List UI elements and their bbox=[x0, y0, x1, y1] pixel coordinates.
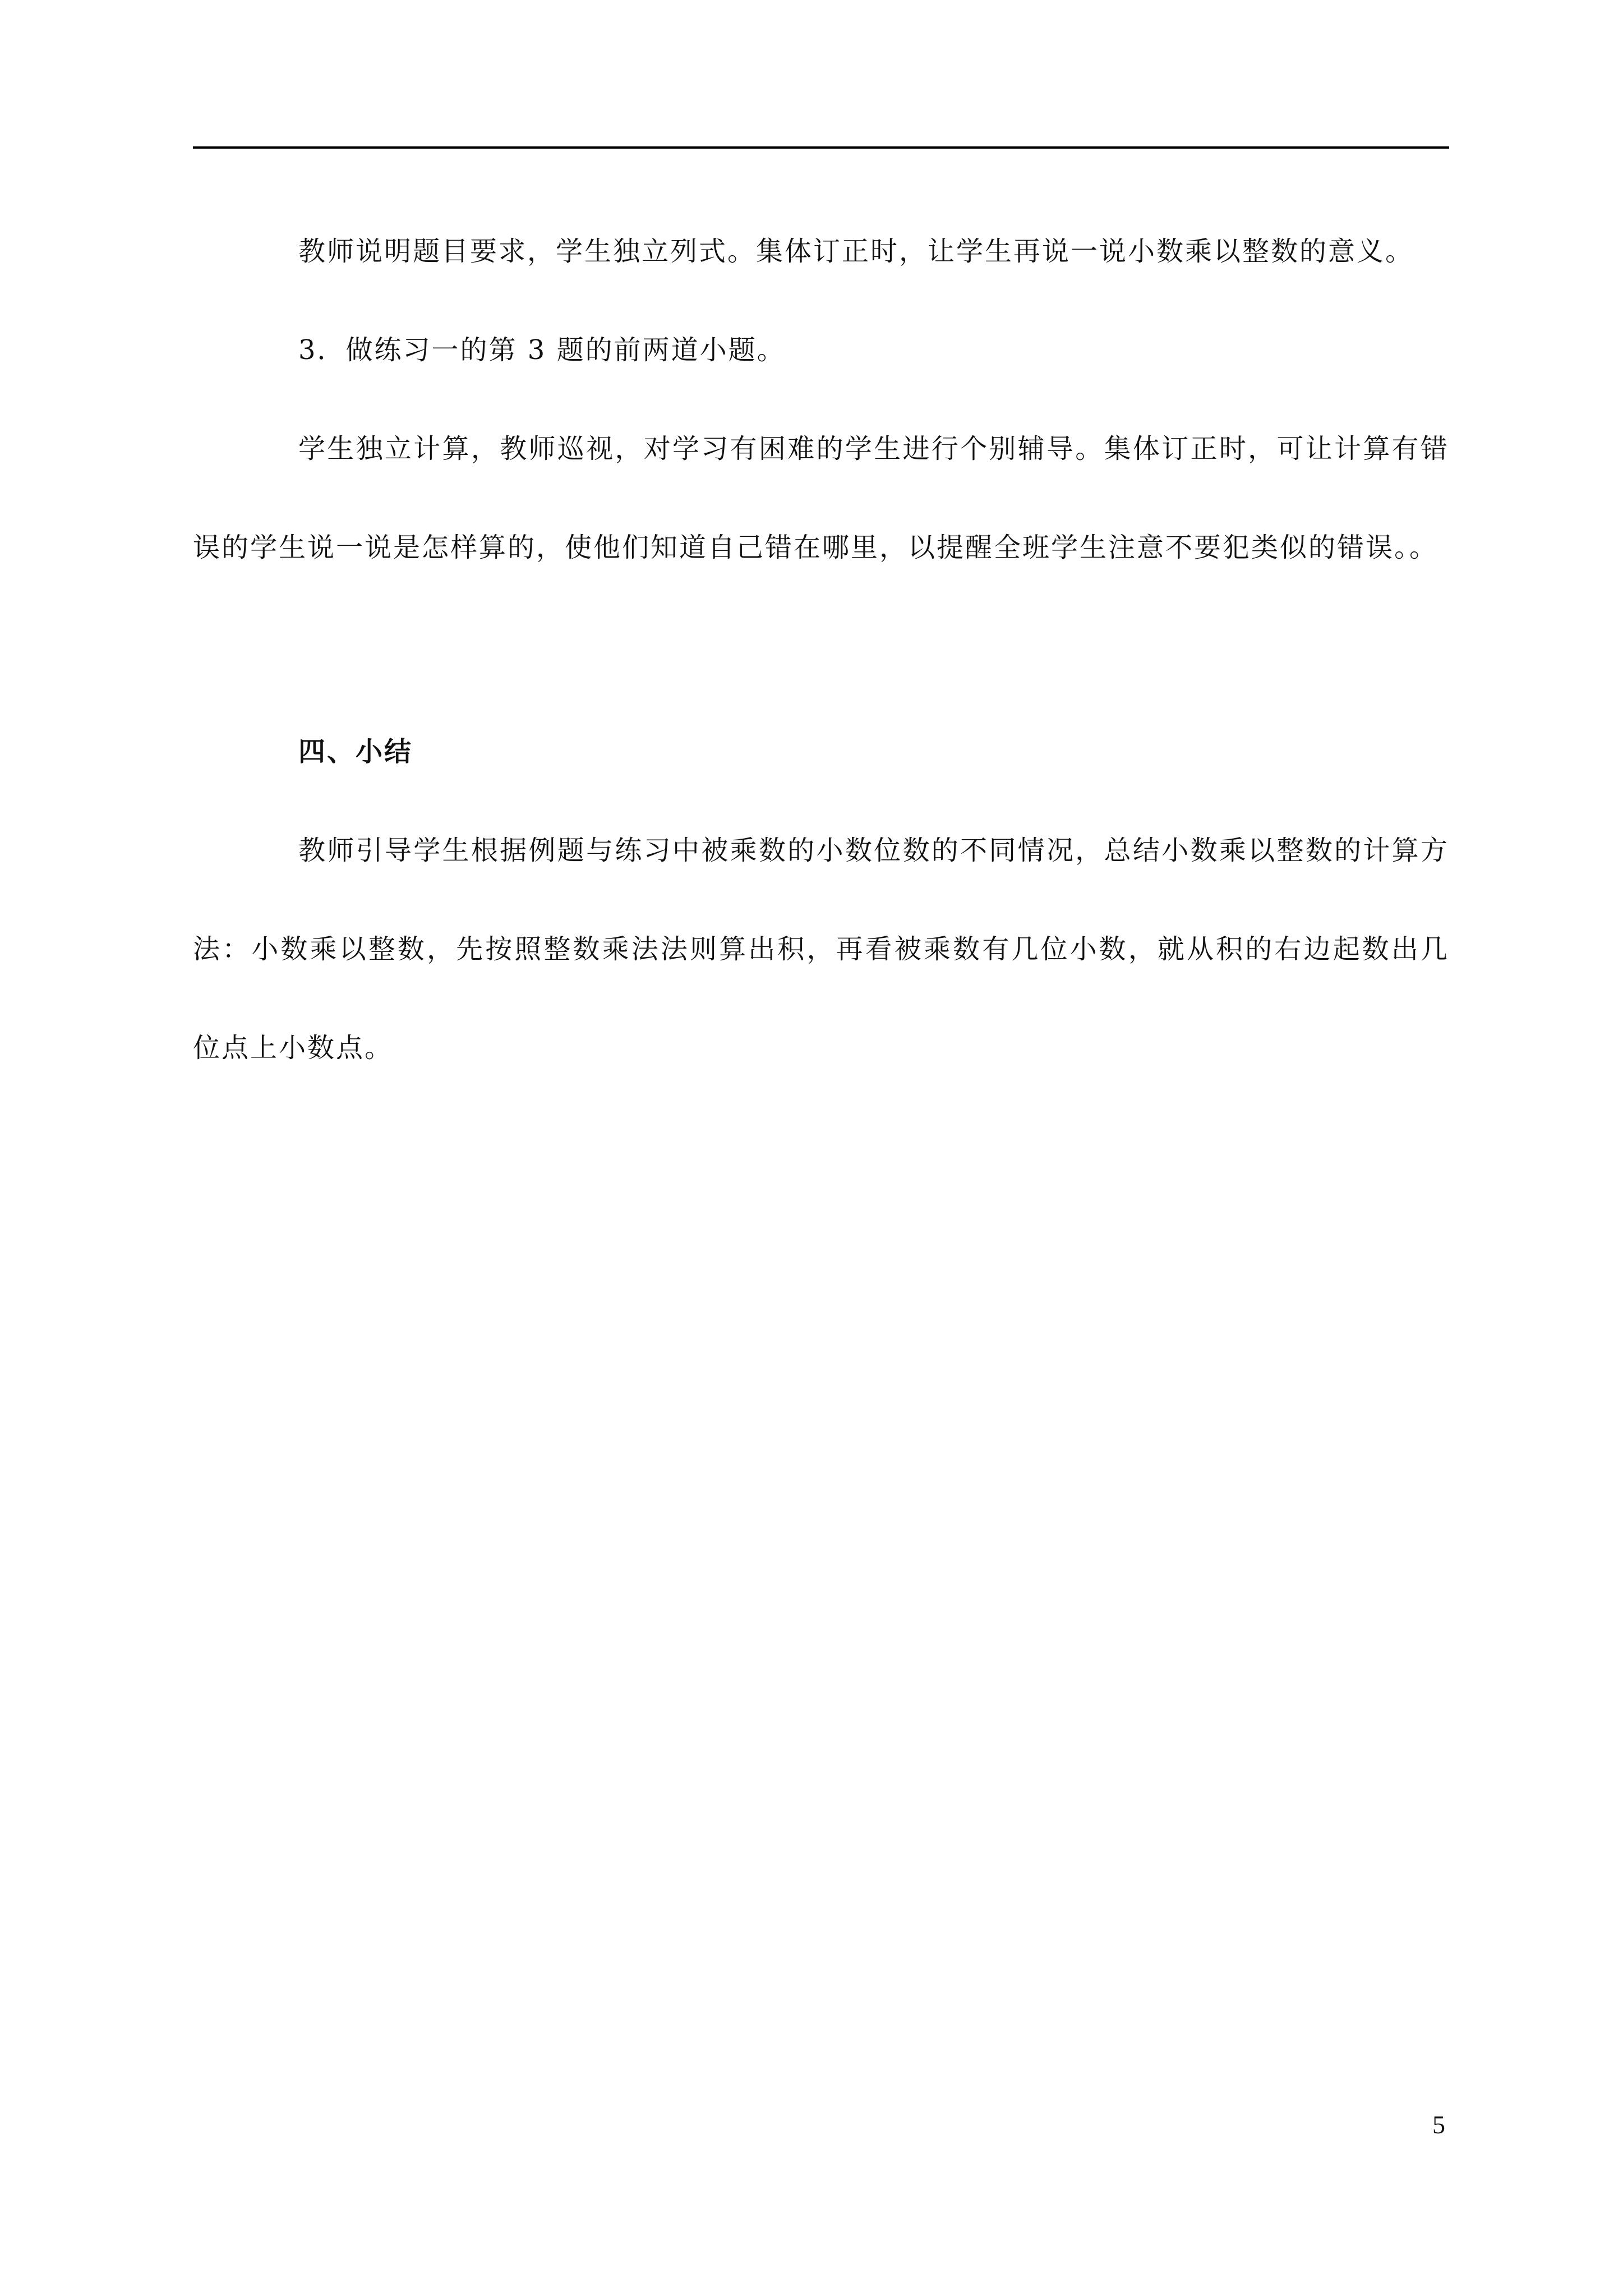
header-rule bbox=[193, 146, 1449, 149]
page-number: 5 bbox=[1432, 2110, 1445, 2139]
paragraph-independent-calculation: 学生独立计算，教师巡视，对学习有困难的学生进行个别辅导。集体订正时，可让计算有错误的学生说一说是怎样算的，使他们知道自己错在哪里，以提醒全班学生注意不要犯类似的错误。。 bbox=[193, 433, 1449, 563]
section-heading: 四、小结 bbox=[298, 736, 413, 767]
paragraph-exercise-item: 3．做练习一的第 3 题的前两道小题。 bbox=[298, 334, 786, 366]
paragraph-summary: 教师引导学生根据例题与练习中被乘数的小数位数的不同情况，总结小数乘以整数的计算方法：小数乘以整数，先按照整数乘法法则算出积，再看被乘数有几位小数，就从积的右边起数出几位点上小数点。 bbox=[193, 835, 1449, 1064]
paragraph-instruction: 教师说明题目要求，学生独立列式。集体订正时，让学生再说一说小数乘以整数的意义。 bbox=[298, 236, 1414, 267]
document-body bbox=[193, 202, 1449, 1097]
